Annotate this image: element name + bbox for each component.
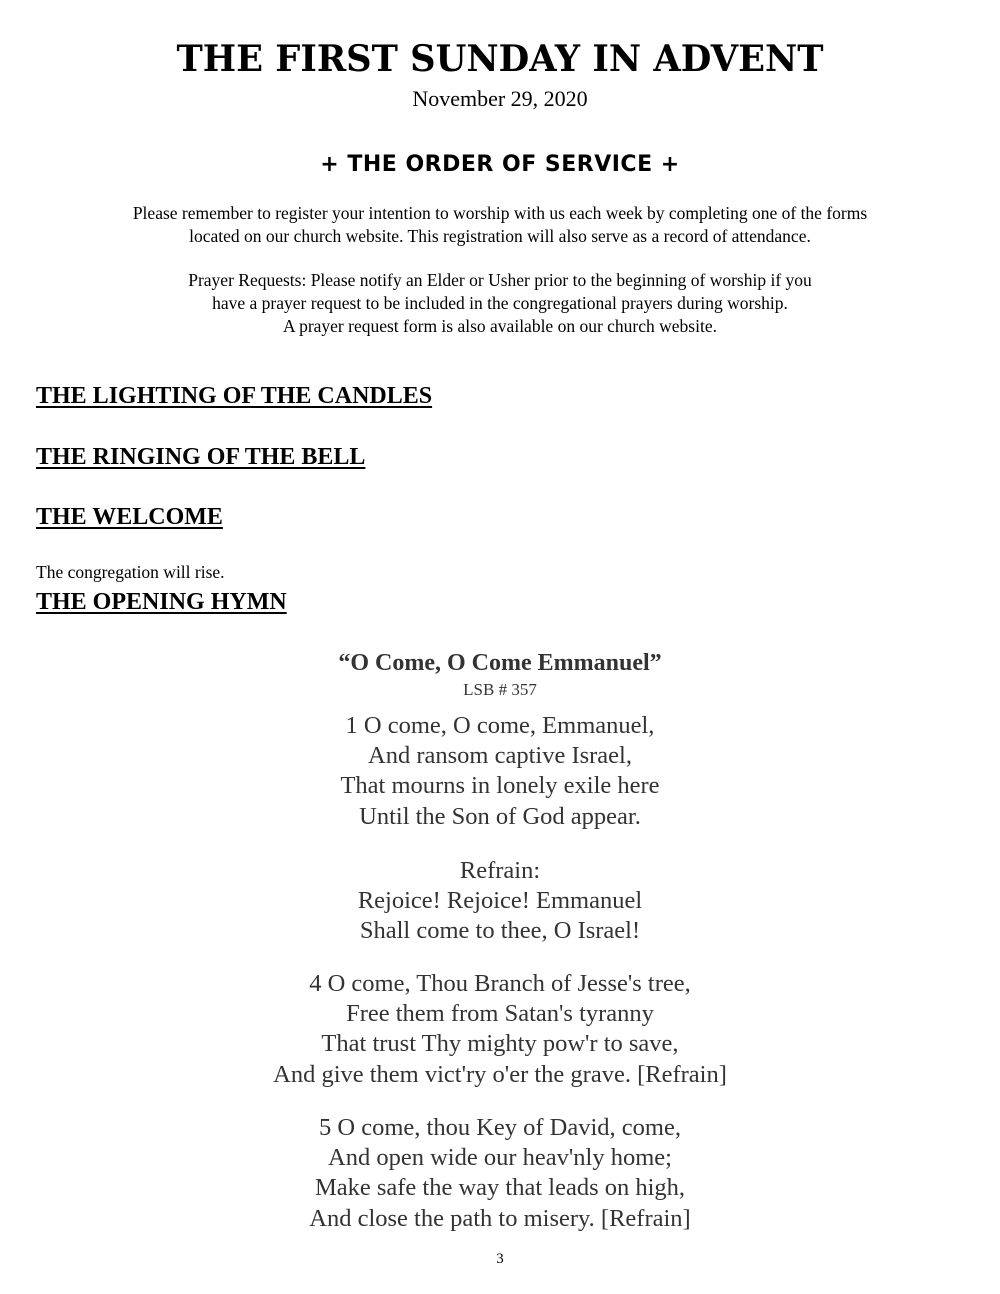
section-heading-bell: THE RINGING OF THE BELL bbox=[36, 444, 366, 470]
hymn-line: And ransom captive Israel, bbox=[368, 742, 632, 770]
notice-line: located on our church website. This registration will also serve as a record of attendance. bbox=[189, 226, 811, 246]
hymn-stanza-4 bbox=[0, 969, 1000, 1090]
section-heading-candles: THE LIGHTING OF THE CANDLES bbox=[36, 383, 433, 409]
hymn-line: 1 O come, O come, Emmanuel, bbox=[345, 712, 655, 739]
hymn-line: Shall come to thee, O Israel! bbox=[359, 917, 641, 945]
hymn-number: LSB # 357 bbox=[463, 680, 537, 699]
rise-instruction: The congregation will rise. bbox=[36, 562, 225, 582]
notice-line: have a prayer request to be included in the congregational prayers during worship. bbox=[212, 293, 788, 313]
page-title: THE FIRST SUNDAY IN ADVENT bbox=[176, 38, 824, 80]
hymn-stanza-1 bbox=[0, 711, 1000, 832]
section-heading-welcome: THE WELCOME bbox=[36, 504, 223, 530]
notice-line: Prayer Requests: Please notify an Elder or Usher prior to the beginning of worship if you bbox=[188, 270, 812, 290]
hymn-line: Until the Son of God appear. bbox=[359, 802, 641, 830]
hymn-line: That mourns in lonely exile here bbox=[340, 772, 660, 800]
hymn-line: Rejoice! Rejoice! Emmanuel bbox=[357, 887, 643, 915]
hymn-line: And close the path to misery. [Refrain] bbox=[309, 1204, 691, 1232]
hymn-line: And give them vict'ry o'er the grave. [Refrain] bbox=[273, 1060, 727, 1088]
hymn-line: That trust Thy mighty pow'r to save, bbox=[321, 1030, 679, 1058]
order-of-service-heading: + THE ORDER OF SERVICE + bbox=[320, 152, 680, 177]
hymn-line: Free them from Satan's tyranny bbox=[346, 1000, 654, 1028]
hymn-line: 5 O come, thou Key of David, come, bbox=[319, 1114, 681, 1141]
hymn-line: Make safe the way that leads on high, bbox=[314, 1174, 686, 1202]
section-heading-opening-hymn: THE OPENING HYMN bbox=[36, 589, 287, 615]
hymn-line: 4 O come, Thou Branch of Jesse's tree, bbox=[309, 970, 691, 997]
hymn-line: And open wide our heav'nly home; bbox=[328, 1144, 672, 1172]
notice-line: A prayer request form is also available on our church website. bbox=[283, 316, 717, 336]
hymn-line: Refrain: bbox=[459, 857, 541, 884]
service-date: November 29, 2020 bbox=[412, 86, 588, 111]
notice-line: Please remember to register your intention to worship with us each week by completing one of the forms bbox=[132, 203, 868, 223]
page-number: 3 bbox=[496, 1251, 504, 1267]
hymn-title: “O Come, O Come Emmanuel” bbox=[338, 650, 662, 676]
prayer-requests-notice bbox=[0, 269, 1000, 338]
registration-notice bbox=[0, 202, 1000, 248]
hymn-refrain bbox=[0, 856, 1000, 947]
hymn-stanza-5 bbox=[0, 1113, 1000, 1234]
